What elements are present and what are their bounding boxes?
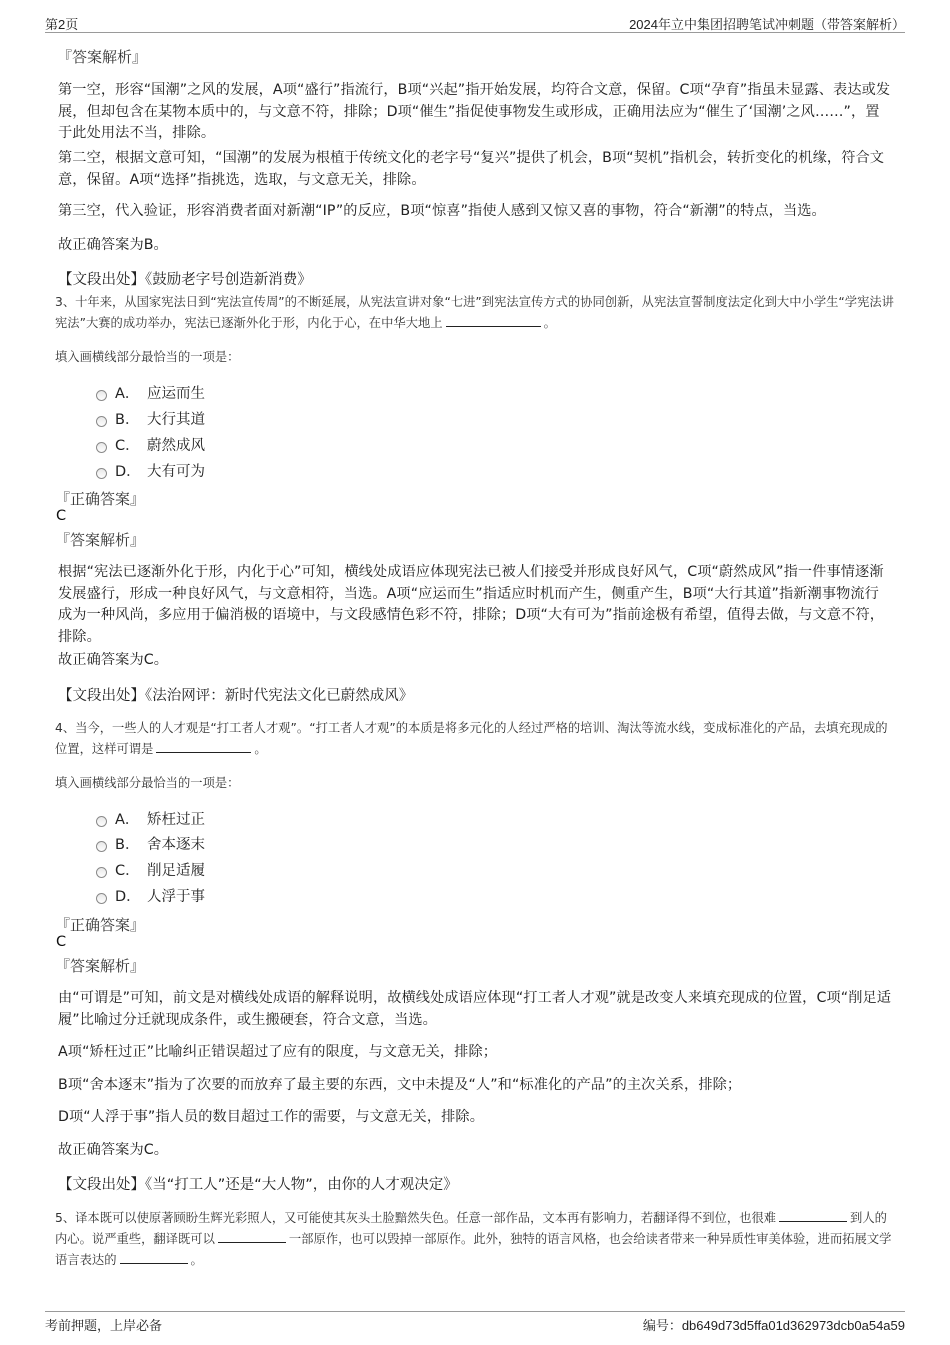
option-text: 矫枉过正 [147, 811, 205, 828]
radio-button[interactable] [96, 442, 107, 453]
id-value: db649d73d5ffa01d362973dcb0a54a59 [681, 1318, 905, 1333]
option-letter: D． [115, 463, 141, 480]
option-text: 人浮于事 [147, 888, 205, 905]
option-b[interactable] [96, 408, 205, 428]
option-c[interactable] [96, 859, 205, 879]
fill-blank [446, 314, 541, 327]
radio-button[interactable] [96, 841, 107, 852]
question-3-stem [55, 292, 895, 334]
option-c[interactable] [96, 434, 205, 454]
correct-answer-label: 『正确答案』 [55, 490, 146, 508]
option-text: 蔚然成风 [147, 437, 205, 454]
question-text: 到人的内心。说严重些，翻译既可以 [55, 1211, 887, 1246]
radio-button[interactable] [96, 468, 107, 479]
document-id [643, 1315, 905, 1334]
option-letter: C． [115, 437, 140, 454]
page-number: 第2页 [45, 17, 79, 32]
analysis-paragraph: B项“舍本逐末”指为了次要的而放弃了最主要的东西，文中未提及“人”和“标准化的产品”的主次关系，排除； [58, 1077, 742, 1093]
conclusion: 故正确答案为C。 [58, 1142, 169, 1158]
fill-blank [156, 740, 251, 753]
correct-answer-label: 『正确答案』 [55, 916, 146, 934]
analysis-label: 『答案解析』 [57, 48, 148, 66]
analysis-paragraph: 由“可谓是”可知，前文是对横线处成语的解释说明，故横线处成语应体现“打工者人才观”就是改变人来填充现成的位置，C项“削足适履”比喻过分迁就现成条件，或生搬硬套，符合文意，当选。 [58, 990, 892, 1028]
correct-answer: C [56, 508, 67, 524]
option-letter: B． [115, 411, 140, 428]
question-text-end: 。 [254, 742, 267, 756]
option-text: 大行其道 [147, 411, 205, 428]
source-label: 【文段出处】 [58, 1177, 145, 1193]
question-text: 3、十年来，从国家宪法日到“宪法宣传周”的不断延展，从宪法宣讲对象“七进”到宪法宣传方式的协同创新，从宪法宣誓制度法定化到大中小学生“学宪法讲宪法”大赛的成功举办，宪法已逐渐外化于形，内化于心，在中华大地上 [55, 295, 894, 330]
fill-blank [218, 1230, 286, 1243]
option-text: 削足适履 [147, 862, 205, 879]
option-letter: C． [115, 862, 140, 879]
source-label: 【文段出处】 [58, 272, 145, 288]
option-text: 舍本逐末 [147, 836, 205, 853]
analysis-paragraph: D项“人浮于事”指人员的数目超过工作的需要，与文意无关，排除。 [58, 1109, 484, 1125]
source-title: 《法治网评：新时代宪法文化已蔚然成风》 [145, 688, 414, 704]
id-label: 编号： [642, 1318, 682, 1333]
option-letter: A． [115, 385, 140, 402]
option-letter: B． [115, 836, 140, 853]
question-5-stem [55, 1208, 895, 1271]
radio-button[interactable] [96, 867, 107, 878]
analysis-paragraph: 第一空，形容“国潮”之风的发展，A项“盛行”指流行，B项“兴起”指开始发展，均符合文意，保留。C项“孕育”指虽未显露、表达或发展，但却包含在某物本质中的，与文意不符，排除；D项“催生”指促使事物发生或形成，正确用法应为“催生了‘国潮’之风……”，置于此处用法不当，排除。 [58, 82, 891, 141]
source-citation [58, 1173, 458, 1194]
page-footer [45, 1311, 905, 1332]
question-prompt: 填入画横线部分最恰当的一项是： [55, 350, 240, 364]
page-header [45, 14, 905, 33]
option-a[interactable] [96, 808, 205, 828]
radio-button[interactable] [96, 390, 107, 401]
source-citation [58, 684, 413, 705]
question-4-stem [55, 718, 895, 760]
fill-blank [779, 1209, 847, 1222]
option-d[interactable] [96, 460, 205, 480]
analysis-label: 『答案解析』 [55, 957, 146, 975]
question-text-end: 。 [190, 1253, 203, 1267]
option-b[interactable] [96, 833, 205, 853]
option-text: 大有可为 [147, 463, 205, 480]
question-text-end: 。 [543, 316, 556, 330]
radio-button[interactable] [96, 416, 107, 427]
footer-slogan: 考前押题，上岸必备 [45, 1318, 163, 1333]
option-a[interactable] [96, 382, 205, 402]
conclusion: 故正确答案为B。 [58, 237, 168, 253]
document-title: 2024年立中集团招聘笔试冲刺题（带答案解析） [629, 17, 905, 32]
option-letter: A． [115, 811, 140, 828]
question-text: 4、当今，一些人的人才观是“打工者人才观”。“打工者人才观”的本质是将多元化的人经过严格的培训、淘汰等流水线，变成标准化的产品，去填充现成的位置，这样可谓是 [55, 721, 888, 756]
correct-answer: C [56, 934, 67, 950]
question-text: 一部原作，也可以毁掉一部原作。此外，独特的语言风格，也会给读者带来一种异质性审美体验，进而拓展文学语言表达的 [55, 1232, 892, 1267]
source-title: 《当“打工人”还是“大人物”，由你的人才观决定》 [145, 1177, 458, 1193]
fill-blank [120, 1251, 188, 1264]
analysis-paragraph: 第三空，代入验证，形容消费者面对新潮“IP”的反应，B项“惊喜”指使人感到又惊又喜的事物，符合“新潮”的特点，当选。 [58, 203, 826, 219]
radio-button[interactable] [96, 816, 107, 827]
analysis-label: 『答案解析』 [55, 531, 146, 549]
analysis-paragraph: A项“矫枉过正”比喻纠正错误超过了应有的限度，与文意无关，排除； [58, 1044, 498, 1060]
source-label: 【文段出处】 [58, 688, 145, 704]
analysis-paragraph: 根据“宪法已逐渐外化于形，内化于心”可知，横线处成语应体现宪法已被人们接受并形成良好风气，C项“蔚然成风”指一件事情逐渐发展盛行，形成一种良好风气，与文意相符，当选。A项“应运而生”指适应时机而产生，侧重产生，B项“大行其道”指新潮事物流行成为一种风尚，多应用于偏消极的语境中，与文段感情色彩不符，排除；D项“大有可为”指前途极有希望，值得去做，与文意不符，排除。 [58, 564, 885, 645]
question-prompt: 填入画横线部分最恰当的一项是： [55, 776, 240, 790]
analysis-paragraph: 第二空，根据文意可知，“国潮”的发展为根植于传统文化的老字号“复兴”提供了机会，B项“契机”指机会，转折变化的机缘，符合文意，保留。A项“选择”指挑选，选取，与文意无关，排除。 [58, 150, 885, 188]
option-text: 应运而生 [147, 385, 205, 402]
option-d[interactable] [96, 885, 205, 905]
source-title: 《鼓励老字号创造新消费》 [145, 272, 312, 288]
question-text: 5、译本既可以使原著顾盼生辉光彩照人，又可能使其灰头土脸黯然失色。任意一部作品，文本再有影响力，若翻译得不到位，也很难 [55, 1211, 777, 1225]
option-letter: D． [115, 888, 141, 905]
conclusion: 故正确答案为C。 [58, 652, 169, 668]
radio-button[interactable] [96, 893, 107, 904]
source-citation [58, 268, 312, 289]
